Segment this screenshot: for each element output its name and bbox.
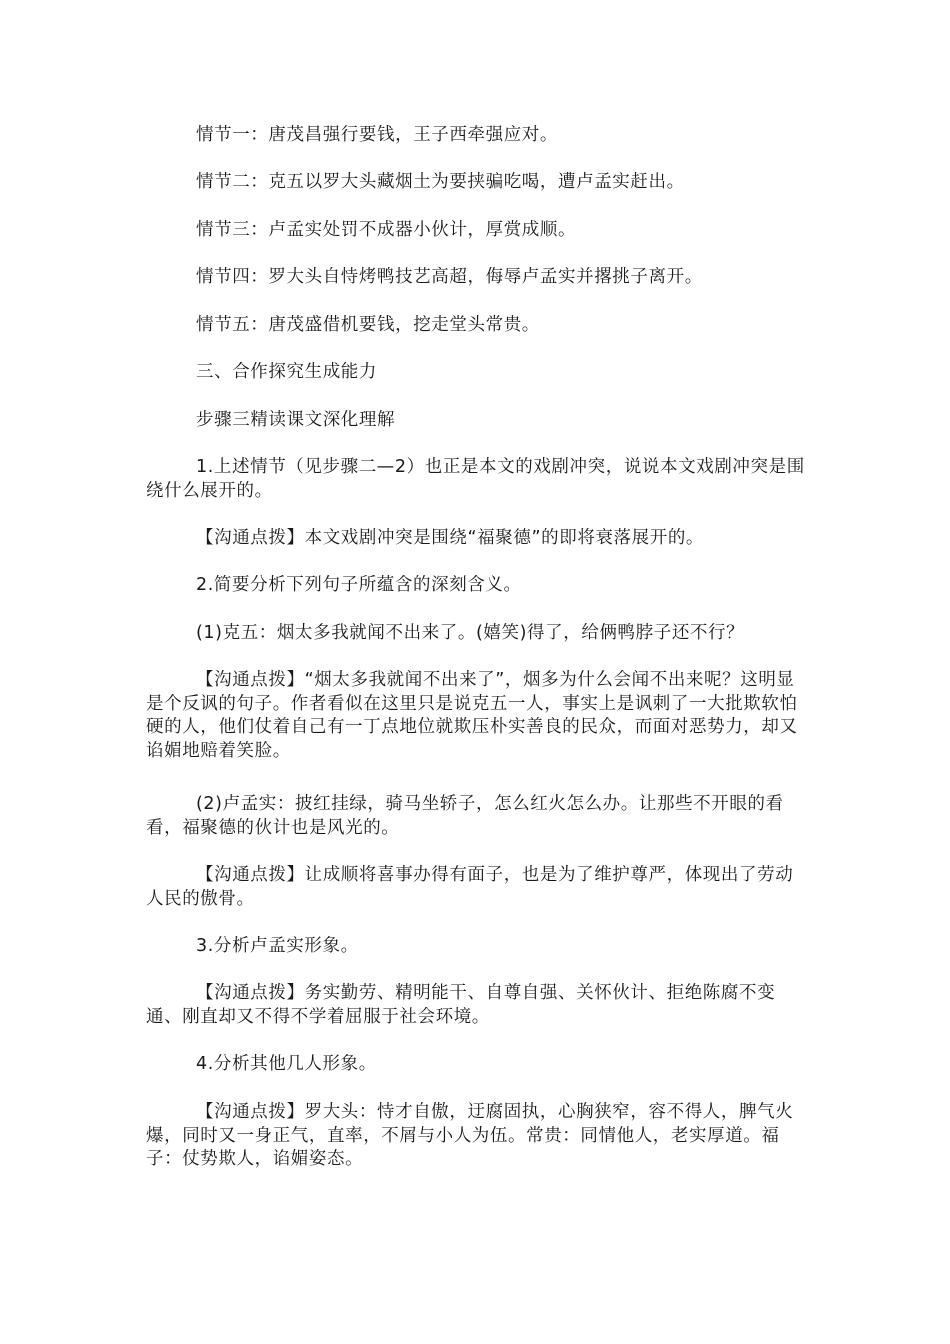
- question-2: 2.简要分析下列句子所蕴含的深刻含义。: [196, 575, 522, 595]
- plot-5: 情节五：唐茂盛借机要钱，挖走堂头常贵。: [196, 315, 540, 335]
- sentence-1: (1)克五：烟太多我就闻不出来了。(嬉笑)得了，给俩鸭脖子还不行？: [196, 623, 745, 643]
- plot-2: 情节二：克五以罗大头藏烟土为要挟骗吃喝，遭卢孟实赶出。: [196, 172, 685, 192]
- answer-1: 【沟通点拨】本文戏剧冲突是围绕“福聚德”的即将衰落展开的。: [196, 528, 705, 548]
- step-heading: 步骤三精读课文深化理解: [196, 410, 396, 430]
- answer-2-2: 【沟通点拨】让成顺将喜事办得有面子，也是为了维护尊严，体现出了劳动人民的傲骨。: [146, 865, 794, 909]
- plot-4: 情节四：罗大头自恃烤鸭技艺高超，侮辱卢孟实并撂挑子离开。: [196, 267, 703, 287]
- answer-2-1: 【沟通点拨】“烟太多我就闻不出来了”，烟多为什么会闻不出来呢？这明显是个反讽的句子。作者看似在这里只是说克五一人，事实上是讽刺了一大批欺软怕硬的人，他们仗着自己有一丁点地位就欺压朴实善良的民众，而面对恶势力，却又谄媚地赔着笑脸。: [146, 670, 798, 761]
- answer-4: 【沟通点拨】罗大头：恃才自傲，迂腐固执，心胸狭窄，容不得人，脾气火爆，同时又一身正气，直率，不屑与小人为伍。常贵：同情他人，老实厚道。福子：仗势欺人，谄媚姿态。: [146, 1102, 794, 1169]
- answer-3: 【沟通点拨】务实勤劳、精明能干、自尊自强、关怀伙计、拒绝陈腐不变通、刚直却又不得不学着屈服于社会环境。: [146, 983, 776, 1027]
- section-heading: 三、合作探究生成能力: [196, 362, 377, 382]
- question-1: 1.上述情节（见步骤二—2）也正是本文的戏剧冲突，说说本文戏剧冲突是围绕什么展开的。: [146, 457, 805, 501]
- question-4: 4.分析其他几人形象。: [196, 1054, 377, 1074]
- plot-3: 情节三：卢孟实处罚不成器小伙计，厚赏成顺。: [196, 220, 577, 240]
- plot-1: 情节一：唐茂昌强行要钱，王子西牵强应对。: [196, 125, 558, 145]
- question-3: 3.分析卢孟实形象。: [196, 936, 359, 956]
- sentence-2: (2)卢孟实：披红挂绿，骑马坐轿子，怎么红火怎么办。让那些不开眼的看看，福聚德的伙计也是风光的。: [146, 794, 784, 838]
